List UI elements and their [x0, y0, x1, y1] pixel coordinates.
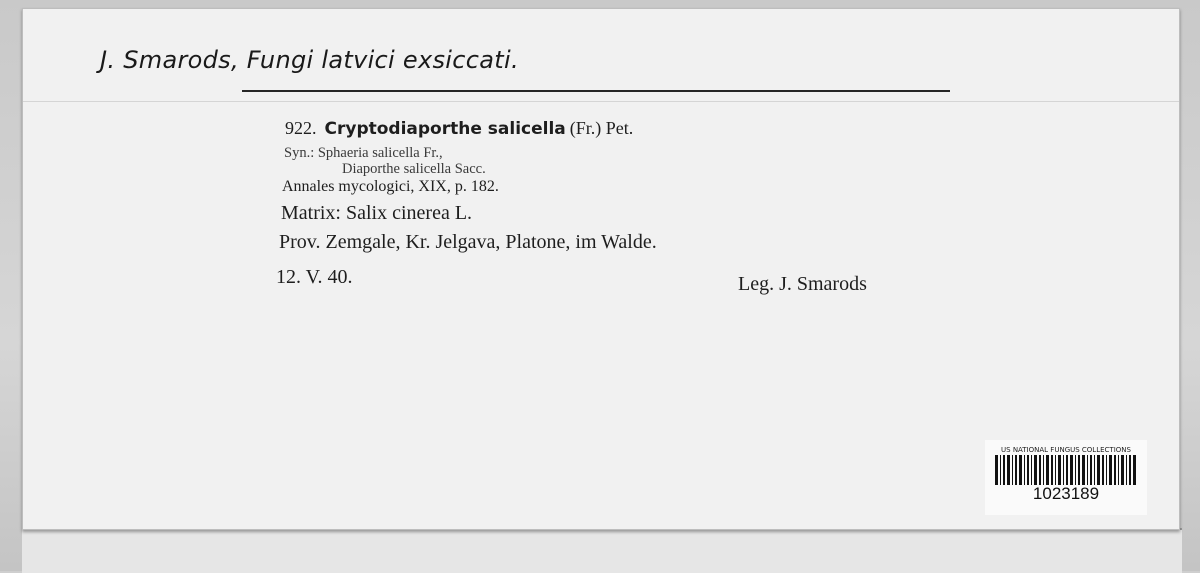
matrix: Matrix: Salix cinerea L.	[281, 202, 473, 224]
species-name: Cryptodiaporthe salicella	[324, 119, 566, 139]
collection-date: 12. V. 40.	[276, 266, 353, 288]
barcode-institution: US NATIONAL FUNGUS COLLECTIONS	[1001, 446, 1131, 454]
barcode-icon	[995, 455, 1137, 485]
header-rule	[242, 90, 950, 92]
synonym-line-1: Syn.: Sphaeria salicella Fr.,	[284, 145, 443, 161]
barcode-number: 1023189	[1032, 484, 1100, 503]
exsiccata-number: 922.	[285, 118, 317, 138]
species-author: (Fr.) Pet.	[569, 118, 634, 138]
label-header: J. Smarods, Fungi latvici exsiccati.	[100, 46, 519, 74]
barcode-label	[985, 440, 1147, 515]
locality: Prov. Zemgale, Kr. Jelgava, Platone, im Walde.	[279, 231, 657, 253]
synonym-line-2: Diaporthe salicella Sacc.	[342, 161, 486, 177]
reference: Annales mycologici, XIX, p. 182.	[282, 178, 499, 195]
envelope-fold	[23, 101, 1179, 102]
collector: Leg. J. Smarods	[738, 273, 867, 295]
specimen-title-line	[285, 118, 633, 139]
under-sheet	[22, 528, 1182, 573]
